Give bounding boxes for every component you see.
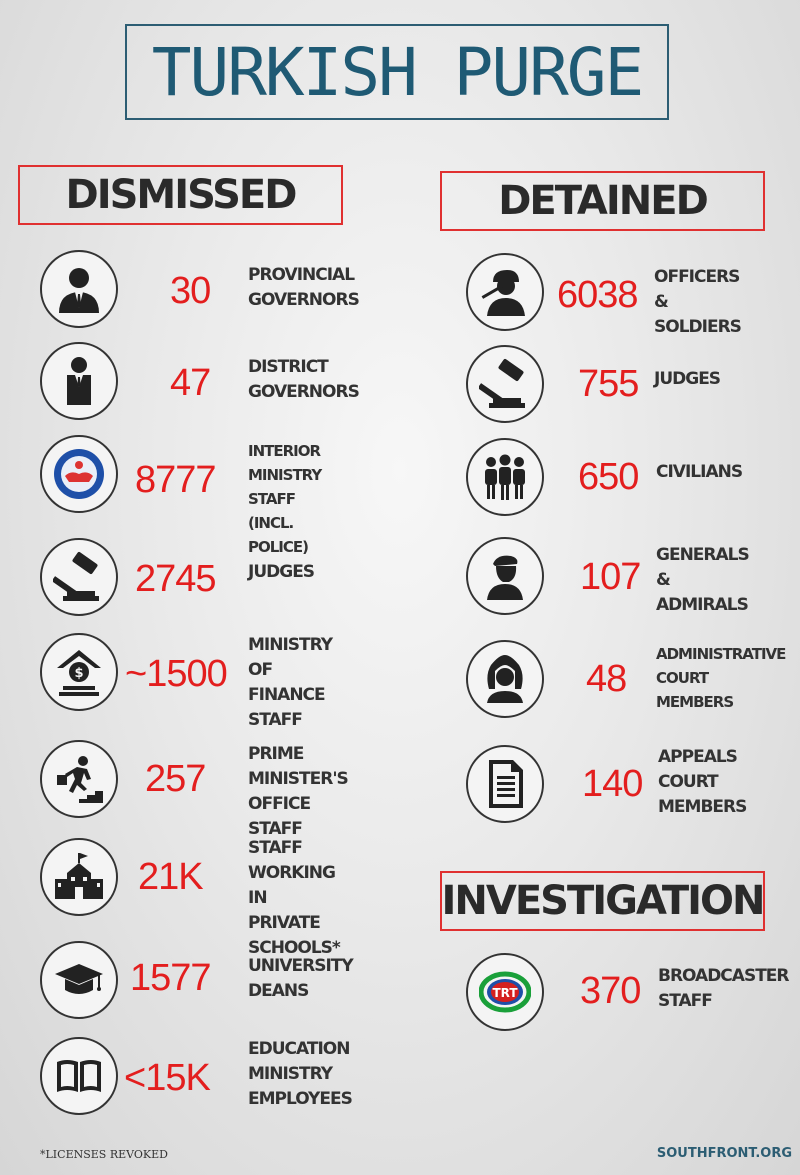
detained-label: APPEALS COURT MEMBERS: [658, 747, 747, 817]
title-box: [125, 24, 669, 120]
dismissed-label: JUDGES: [248, 562, 315, 582]
investigation-heading-box: [440, 871, 765, 931]
dismissed-value: 1577: [130, 957, 211, 999]
detained-value: 48: [586, 658, 627, 700]
dismissed-value: 21K: [138, 856, 203, 898]
detained-label: OFFICERS & SOLDIERS: [654, 267, 741, 337]
dismissed-label: PROVINCIAL GOVERNORS: [248, 265, 359, 310]
interior-ministry-seal-icon: [40, 435, 118, 513]
dismissed-value: <15K: [124, 1057, 210, 1099]
dismissed-value: 8777: [135, 459, 216, 501]
detained-label: CIVILIANS: [656, 462, 743, 482]
school-building-icon: [40, 838, 118, 916]
dismissed-label: UNIVERSITY DEANS: [248, 956, 353, 1001]
dismissed-value: 47: [170, 362, 211, 404]
trt-logo-text: TRT: [492, 986, 518, 1000]
dismissed-label: DISTRICT GOVERNORS: [248, 357, 359, 402]
svg-text:$: $: [74, 666, 84, 681]
detained-value: 107: [580, 556, 641, 598]
dismissed-value: 30: [170, 270, 211, 312]
group-of-people-icon: [466, 438, 544, 516]
detained-value: 650: [578, 456, 639, 498]
detained-value: 6038: [557, 274, 638, 316]
dismissed-label: PRIME MINISTER'S OFFICE STAFF: [248, 744, 348, 839]
dismissed-heading-box: [18, 165, 343, 225]
businessman-icon: [40, 250, 118, 328]
dismissed-label: EDUCATION MINISTRY EMPLOYEES: [248, 1039, 352, 1109]
dismissed-label: STAFF WORKING IN PRIVATE SCHOOLS*: [248, 838, 340, 958]
trt-logo-icon: [466, 953, 544, 1031]
general-with-cap-icon: [466, 537, 544, 615]
dismissed-value: ~1500: [125, 653, 227, 695]
detained-value: 755: [578, 363, 639, 405]
document-icon: [466, 745, 544, 823]
footnote: *LICENSES REVOKED: [40, 1148, 168, 1161]
detained-label: JUDGES: [654, 369, 721, 389]
investigation-value: 370: [580, 970, 641, 1012]
suited-person-icon: [40, 342, 118, 420]
investigation-heading: INVESTIGATION: [441, 878, 764, 924]
soldier-icon: [466, 253, 544, 331]
investigation-label: BROADCASTER STAFF: [658, 966, 789, 1011]
gavel-icon: [40, 538, 118, 616]
source-credit: SOUTHFRONT.ORG: [656, 1146, 792, 1161]
gavel-icon: [466, 345, 544, 423]
page-title: TURKISH PURGE: [151, 33, 643, 111]
dismissed-value: 257: [145, 758, 206, 800]
detained-label: GENERALS & ADMIRALS: [656, 545, 749, 615]
judge-wig-icon: [466, 640, 544, 718]
open-book-icon: [40, 1037, 118, 1115]
dismissed-label: MINISTRY OF FINANCE STAFF: [248, 635, 333, 730]
detained-heading-box: [440, 171, 765, 231]
graduation-cap-icon: [40, 941, 118, 1019]
dismissed-label: INTERIOR MINISTRY STAFF (INCL. POLICE): [248, 442, 322, 556]
finance-building-icon: [40, 633, 118, 711]
detained-heading: DETAINED: [498, 178, 707, 224]
running-person-stairs-icon: [40, 740, 118, 818]
detained-value: 140: [582, 763, 643, 805]
dismissed-value: 2745: [135, 558, 216, 600]
dismissed-heading: DISMISSED: [65, 172, 296, 218]
detained-label: ADMINISTRATIVE COURT MEMBERS: [656, 645, 786, 711]
